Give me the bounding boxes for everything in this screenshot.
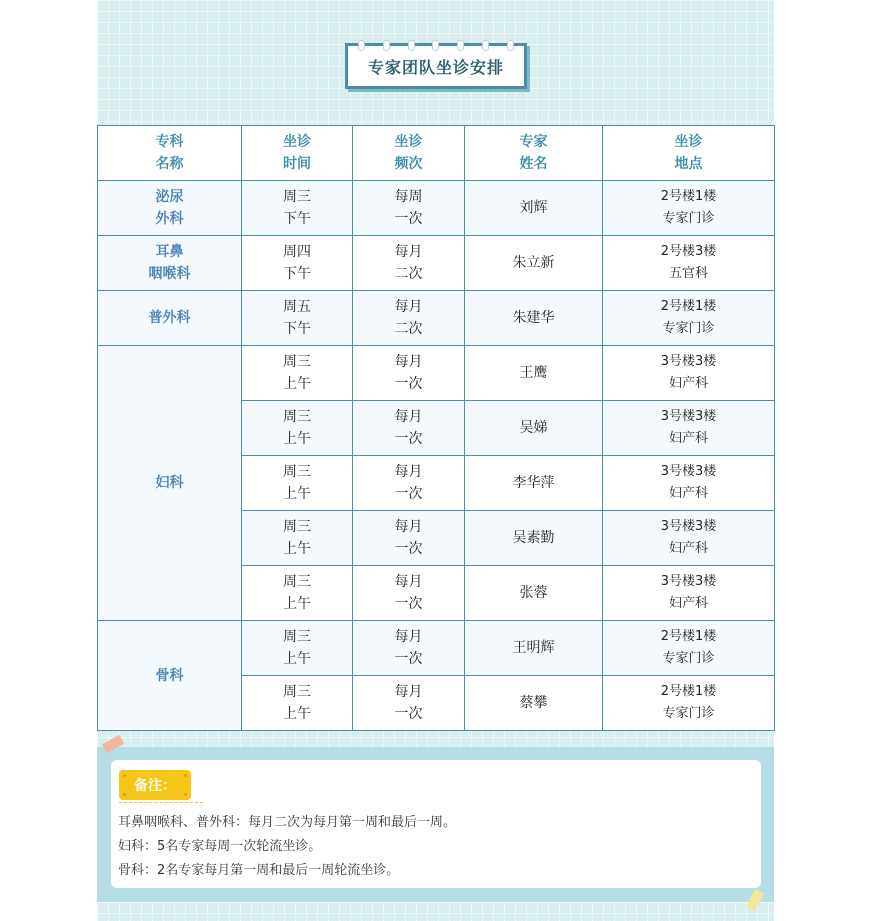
note-line: 骨科：2名专家每月第一周和最后一周轮流坐诊。	[118, 863, 400, 878]
time-cell: 周三 上午	[242, 346, 353, 401]
frequency-cell: 每周 一次	[353, 181, 465, 236]
tag-dot	[184, 793, 187, 796]
dept-cell: 泌尿 外科	[98, 181, 242, 236]
time-cell: 周三 上午	[242, 621, 353, 676]
binder-hole	[457, 40, 464, 51]
tag-dot	[184, 774, 187, 777]
time-cell: 周三 下午	[242, 181, 353, 236]
dept-cell: 普外科	[98, 291, 242, 346]
header-dept: 专科 名称	[98, 126, 242, 181]
expert-cell: 朱建华	[465, 291, 603, 346]
header-time: 坐诊 时间	[242, 126, 353, 181]
note-line: 妇科：5名专家每周一次轮流坐诊。	[118, 839, 322, 854]
location-cell: 3号楼3楼 妇产科	[603, 566, 775, 621]
frequency-cell: 每月 一次	[353, 346, 465, 401]
notes-label: 备注：	[134, 778, 176, 794]
table-row	[98, 621, 775, 676]
time-cell: 周三 上午	[242, 401, 353, 456]
expert-cell: 李华萍	[465, 456, 603, 511]
expert-cell: 朱立新	[465, 236, 603, 291]
expert-cell: 王明辉	[465, 621, 603, 676]
page-title: 专家团队坐诊安排	[367, 57, 504, 77]
frequency-cell: 每月 一次	[353, 676, 465, 731]
frequency-cell: 每月 一次	[353, 401, 465, 456]
location-cell: 2号楼1楼 专家门诊	[603, 181, 775, 236]
binder-hole	[408, 40, 415, 51]
frequency-cell: 每月 一次	[353, 621, 465, 676]
location-cell: 3号楼3楼 妇产科	[603, 401, 775, 456]
dept-cell: 耳鼻 咽喉科	[98, 236, 242, 291]
expert-cell: 张蓉	[465, 566, 603, 621]
binder-hole	[482, 40, 489, 51]
header-expert: 专家 姓名	[465, 126, 603, 181]
tag-dot	[123, 793, 126, 796]
binder-hole	[507, 40, 514, 51]
notes-label-tag	[119, 770, 191, 800]
title-box	[345, 43, 527, 89]
dept-cell: 妇科	[98, 346, 242, 621]
tape-decoration	[746, 889, 764, 911]
tag-dot	[123, 774, 126, 777]
header-frequency: 坐诊 频次	[353, 126, 465, 181]
binder-hole	[358, 40, 365, 51]
tag-underline	[119, 802, 203, 803]
time-cell: 周三 上午	[242, 456, 353, 511]
binder-holes	[358, 40, 514, 51]
location-cell: 3号楼3楼 妇产科	[603, 511, 775, 566]
expert-cell: 蔡攀	[465, 676, 603, 731]
notes-section	[97, 747, 774, 902]
table-row	[98, 236, 775, 291]
dept-cell: 骨科	[98, 621, 242, 731]
expert-cell: 刘辉	[465, 181, 603, 236]
location-cell: 3号楼3楼 妇产科	[603, 346, 775, 401]
time-cell: 周四 下午	[242, 236, 353, 291]
table-header-row	[98, 126, 775, 181]
location-cell: 2号楼3楼 五官科	[603, 236, 775, 291]
table-row	[98, 346, 775, 401]
binder-hole	[432, 40, 439, 51]
location-cell: 2号楼1楼 专家门诊	[603, 621, 775, 676]
tape-decoration	[102, 735, 124, 753]
header-location: 坐诊 地点	[603, 126, 775, 181]
table-row	[98, 291, 775, 346]
frequency-cell: 每月 一次	[353, 456, 465, 511]
schedule-panel	[97, 0, 774, 921]
notes-lines	[118, 811, 456, 883]
frequency-cell: 每月 一次	[353, 511, 465, 566]
notes-card	[111, 760, 761, 888]
time-cell: 周三 上午	[242, 676, 353, 731]
note-line: 耳鼻咽喉科、普外科：每月二次为每月第一周和最后一周。	[118, 815, 457, 830]
binder-hole	[383, 40, 390, 51]
expert-cell: 吴素勤	[465, 511, 603, 566]
schedule-table	[97, 125, 775, 731]
location-cell: 3号楼3楼 妇产科	[603, 456, 775, 511]
frequency-cell: 每月 二次	[353, 236, 465, 291]
table-row	[98, 181, 775, 236]
time-cell: 周三 上午	[242, 566, 353, 621]
time-cell: 周三 上午	[242, 511, 353, 566]
expert-cell: 王鹰	[465, 346, 603, 401]
expert-cell: 吴娣	[465, 401, 603, 456]
location-cell: 2号楼1楼 专家门诊	[603, 291, 775, 346]
frequency-cell: 每月 一次	[353, 566, 465, 621]
location-cell: 2号楼1楼 专家门诊	[603, 676, 775, 731]
time-cell: 周五 下午	[242, 291, 353, 346]
frequency-cell: 每月 二次	[353, 291, 465, 346]
